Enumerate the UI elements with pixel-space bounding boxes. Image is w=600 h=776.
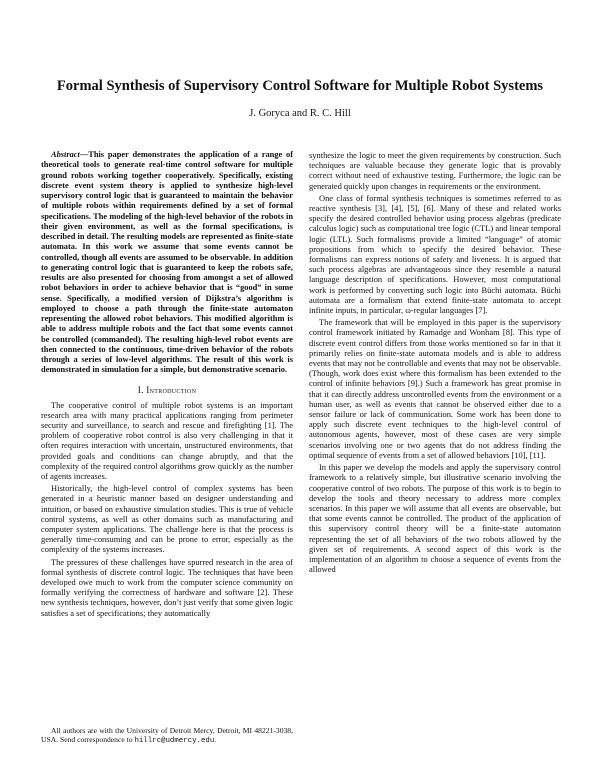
footnote-end: .: [214, 735, 217, 745]
abstract-body: —This paper demonstrates the application of a range of theoretical tools to generate real-time control software for multiple ground robots working together cooperatively. Specifically, existing discrete event system theory is applied to synthesize high-level supervisory control logic that is guaranteed to maintain the behavior of multiple robots within requirements defined by a set of formal specifications. The modeling of the high-level behavior of the robots in their given environment, as well as the formal specifications, is described in detail. The resulting models are represented as finite-state automata. In this work we assume that some events cannot be controlled, though all events are assumed to be observable. In addition to generating control logic that is guaranteed to keep the robots safe, results are also presented for choosing from amongst a set of allowed robot behaviors in order to achieve behavior that is “good” in some sense. Specifically, a modified version of Dijkstra’s algorithm is employed to choose a path through the finite-state automaton representing the allowed robot behaviors. This modified algorithm is able to address multiple robots and the fact that some events cannot be controlled (commanded). The resulting high-level robot events are then connected to the continuous, time-driven behavior of the robots through a series of low-level algorithms. The result of this work is demonstrated in simulation for a simple, but demonstrative scenario.: [41, 150, 293, 375]
intro-paragraph: The pressures of these challenges have spurred research in the area of formal synthesis of discrete control logic. The techniques that have been developed owe much to work from the computer science community on formally verifying the correctness of hardware and software [2]. These new synthesis techniques, however, don’t just verify that some given logic satisfies a set of specifications; they automatically: [41, 556, 293, 618]
footnote-email: hillrc@udmercy.edu: [134, 737, 215, 746]
body-paragraph: synthesize the logic to meet the given requirements by construction. Such techniques are valuable because they generate logic that is provably correct without need of exhaustive testing. Furthermore, the logic can be generated quickly upon changes in requirements or the environment.: [309, 150, 561, 191]
body-paragraph: One class of formal synthesis techniques is sometimes referred to as reactive synthesis [3], [4], [5], [6]. Many of these and related works specify the desired controlled behavior using process algebras (predicate calculus logic) such as computational tree logic (CTL) and linear temporal logic (LTL). Such formalisms provide a limited “language” of atomic propositions from which to specify the desired behavior. These formalisms can express notions of safety and liveness. It is argued that such process algebras are advantageous since they resemble a natural language description of specifications. However, most computational work is performed by converting such logic into Büchi automata. Büchi automata are a formalism that extend finite-state automata to accept infinite inputs, in particular, ω-regular languages [7].: [309, 192, 561, 316]
footnote-text: All authors are with the University of Detroit Mercy, Detroit, MI 48221-3038, USA. Send correspondence to: [41, 726, 293, 745]
intro-paragraph: The cooperative control of multiple robot systems is an important research area with many practical applications ranging from perimeter security and surveillance, to search and rescue and firefighting [1]. The problem of cooperative robot control is also very challenging in that it often requires interaction with uncertain, unstructured environments, that provided goals and conditions can change abruptly, and that the complexity of the required control algorithms grow quickly as the number of agents increases.: [41, 399, 293, 481]
section-heading-introduction: I. Introduction: [137, 384, 197, 395]
left-column: [41, 150, 293, 620]
abstract-lead: Abstract: [51, 150, 80, 159]
body-paragraph: The framework that will be employed in this paper is the supervisory control framework initiated by Ramadge and Wonham [8]. This type of discrete event control differs from those works mentioned so far in that it primarily relies on finite-state automata models and is able to address events that may not be controllable and events that may not be observable. (Though, work does exist where this formalism has been extended to the control of infinite behaviors [9].) Such a framework has great promise in that it can directly address uncontrolled events from the environment or a human user, as well as events that cannot be observed either due to a sensor failure or lack of communication. Some work has been done to apply such discrete event techniques to the high-level control of autonomous agents, however, most of these cases are very simple scenarios involving one or two agents that do not address finding the optimal sequence of events from a set of allowed behaviors [10], [11].: [309, 317, 561, 460]
paper-authors: J. Goryca and R. C. Hill: [249, 108, 351, 119]
body-paragraph: In this paper we develop the models and apply the supervisory control framework to a relatively simple, but illustrative scenario involving the cooperative control of two robots. The purpose of this work is to begin to develop the tools and theory necessary to address more complex scenarios. In this paper we will assume that all events are observable, but that some events cannot be controlled. The product of the application of this supervisory control theory will be a finite-state automaton representing the set of all behaviors of the two robots allowed by the given set of requirements. A second aspect of this work is the implementation of an algorithm to choose a sequence of events from the allowed: [309, 462, 561, 575]
intro-paragraph: Historically, the high-level control of complex systems has been generated in a heuristic manner based on designer understanding and intuition, or based on exhaustive simulation studies. This is true of vehicle control systems, as well as other domains such as manufacturing and computer system applications. The challenge here is that the process is generally time-consuming and can be prone to error, especially as the complexity of the systems increases.: [41, 483, 293, 555]
paper-title: Formal Synthesis of Supervisory Control Software for Multiple Robot Systems: [56, 78, 544, 94]
author-footnote: [41, 726, 293, 746]
right-column: [309, 150, 561, 576]
abstract: [41, 150, 293, 376]
